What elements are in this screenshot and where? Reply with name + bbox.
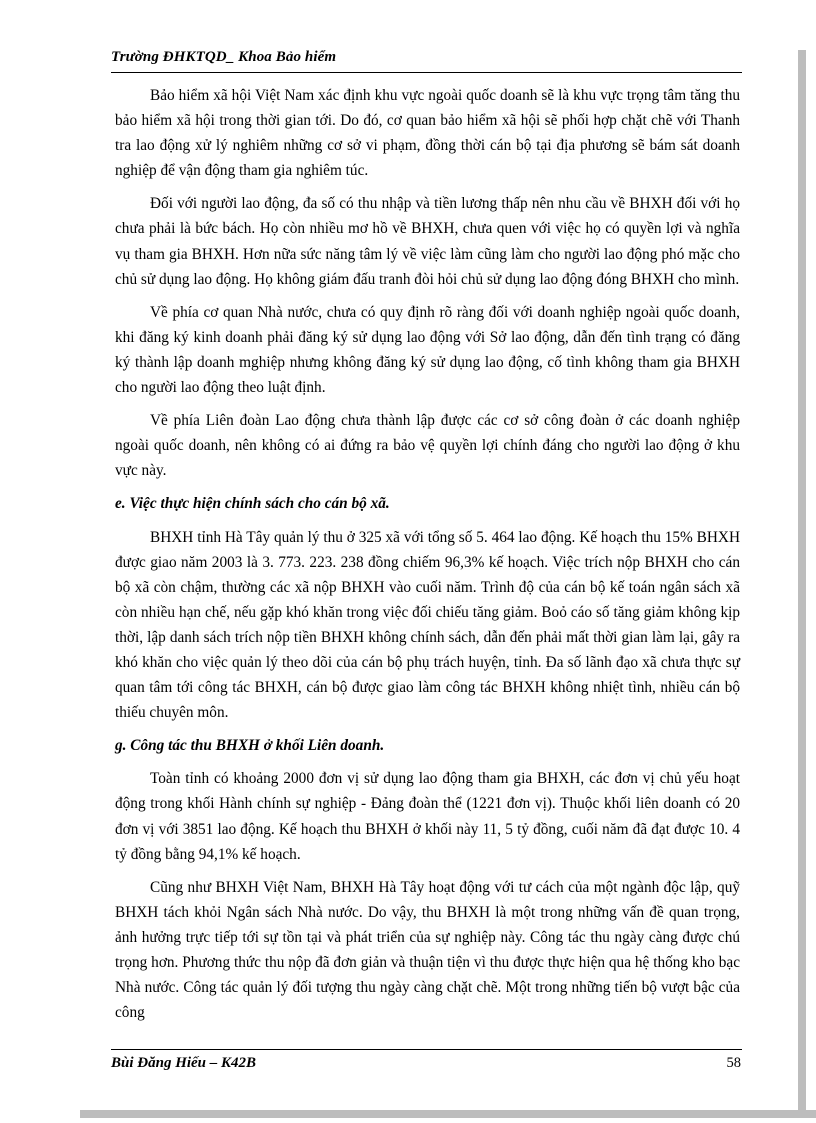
paragraph: Bảo hiểm xã hội Việt Nam xác định khu vực ngoài quốc doanh sẽ là khu vực trọng tâm tăng thu bảo hiểm xã hội trong thời gian tới. Do đó, cơ quan bảo hiểm xã hội sẽ phối hợp chặt chẽ với Thanh tra lao động xử lý nghiêm những cơ sở vi phạm, đồng thời cán bộ tại địa phương sẽ bám sát doanh nghiệp để vận động tham gia nghiêm túc. xyxy=(115,87,740,180)
header-divider xyxy=(111,72,742,73)
paragraph: BHXH tỉnh Hà Tây quản lý thu ở 325 xã với tổng số 5. 464 lao động. Kế hoạch thu 15% BHXH được giao năm 2003 là 3. 773. 223. 238 đồng chiếm 96,3% kế hoạch. Việc trích nộp BHXH cho cán bộ xã còn chậm, thường các xã nộp BHXH vào cuối năm. Trình độ của cán bộ kế toán ngân sách xã còn nhiều hạn chế, nếu gặp khó khăn trong việc đối chiếu tăng giảm. Boỏ cáo số tăng giảm không kịp thời, lập danh sách trích nộp tiền BHXH không chính sách, dẫn đến phải mất thời gian làm lại, gây ra khó khăn cho việc quản lý theo dõi của cán bộ phụ trách huyện, tỉnh. Đa số lãnh đạo xã chưa thực sự quan tâm tới công tác BHXH, cán bộ được giao làm công tác BHXH không nhiệt tình, nhiều cán bộ thiếu chuyên môn. xyxy=(115,528,740,722)
section-heading-e: e. Việc thực hiện chính sách cho cán bộ xã. xyxy=(115,495,390,513)
paragraph: Cũng như BHXH Việt Nam, BHXH Hà Tây hoạt động với tư cách của một ngành độc lập, quỹ BHXH tách khỏi Ngân sách Nhà nước. Do vậy, thu BHXH là một trong những vấn đề quan trọng, ảnh hưởng trực tiếp tới sự tồn tại và phát triển của sự nghiệp này. Công tác thu ngày càng được chú trọng hơn. Phương thức thu nộp đã đơn giản và thuận tiện vì thu được thực hiện qua hệ thống kho bạc Nhà nước. Công tác quản lý đối tượng thu ngày càng chặt chẽ. Một trong những tiến bộ vượt bậc của công xyxy=(115,878,740,1022)
footer-divider xyxy=(111,1049,742,1050)
page-body xyxy=(115,83,740,1033)
page-number: 58 xyxy=(726,1055,741,1071)
page-header: Trường ĐHKTQD_ Khoa Bảo hiểm xyxy=(111,49,337,65)
paragraph: Về phía cơ quan Nhà nước, chưa có quy định rõ ràng đối với doanh nghiệp ngoài quốc doanh, khi đăng ký kinh doanh phải đăng ký sử dụng lao động với Sở lao động, dẫn đến tình trạng có đăng ký thành lập doanh mghiệp nhưng không đăng ký sử dụng lao động, cố tình không tham gia BHXH cho người lao động theo luật định. xyxy=(115,303,740,397)
paragraph: Đối với người lao động, đa số có thu nhập và tiền lương thấp nên nhu cầu về BHXH đối với họ chưa phải là bức bách. Họ còn nhiều mơ hồ về BHXH, chưa quen với việc họ có quyền lợi và nghĩa vụ tham gia BHXH. Hơn nữa sức năng tâm lý về việc làm cũng làm cho người lao động phó mặc cho chủ sử dụng lao động. Họ không giám đấu tranh đòi hỏi chủ sử dụng lao động đóng BHXH cho mình. xyxy=(115,195,740,288)
footer-author: Bùi Đăng Hiếu – K42B xyxy=(111,1055,257,1071)
paragraph: Toàn tỉnh có khoảng 2000 đơn vị sử dụng lao động tham gia BHXH, các đơn vị chủ yếu hoạt động trong khối Hành chính sự nghiệp - Đảng đoàn thể (1221 đơn vị). Thuộc khối liên doanh có 20 đơn vị với 3851 lao động. Kế hoạch thu BHXH ở khối này 11, 5 tỷ đồng, cuối năm đã đạt được 10. 4 tỷ đồng bằng 94,1% kế hoạch. xyxy=(115,770,740,863)
paragraph: Về phía Liên đoàn Lao động chưa thành lập được các cơ sở công đoàn ở các doanh nghiệp ngoài quốc doanh, nên không có ai đứng ra bảo vệ quyền lợi chính đáng cho người lao động ở khu vực này. xyxy=(115,412,740,480)
page-shadow-bottom xyxy=(80,1110,816,1118)
page-shadow-right xyxy=(798,50,806,1118)
section-heading-g: g. Công tác thu BHXH ở khối Liên doanh. xyxy=(115,737,385,755)
